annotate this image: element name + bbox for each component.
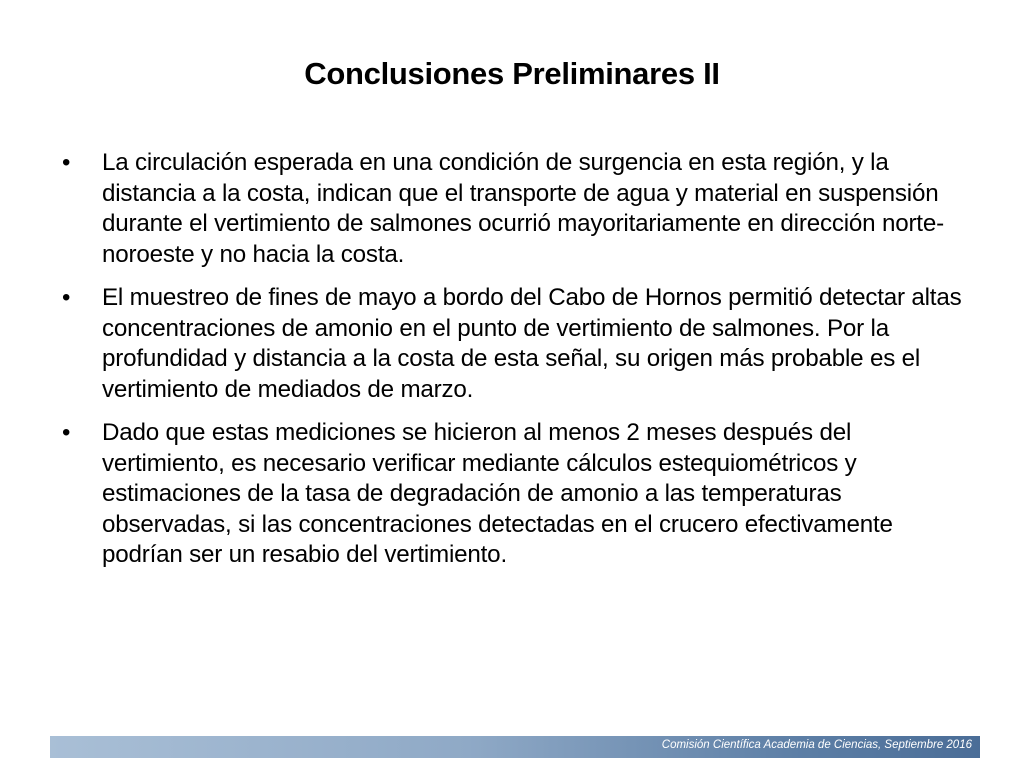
slide-title: Conclusiones Preliminares II [304,56,720,91]
bullet-text: El muestreo de fines de mayo a bordo del Cabo de Hornos permitió detectar altas concentraciones de amonio en el punto de vertimiento de salmones. Por la profundidad y distancia a la costa de esta señal, su origen más probable es el vertimiento de mediados de marzo. [102,284,962,403]
footer-bar [50,736,980,758]
bullet-text: La circulación esperada en una condición de surgencia en esta región, y la distancia a la costa, indican que el transporte de agua y material en suspensión durante el vertimiento de salmones ocurrió mayoritariamente en dirección norte-noroeste y no hacia la costa. [102,149,944,268]
bullet-list [62,148,977,584]
bullet-item [62,418,977,571]
footer-text: Comisión Científica Academia de Ciencias, Septiembre 2016 [661,739,972,751]
bullet-item [62,148,977,270]
bullet-text: Dado que estas mediciones se hicieron al menos 2 meses después del vertimiento, es necesario verificar mediante cálculos estequiométricos y estimaciones de la tasa de degradación de amonio a las temperaturas observadas, si las concentraciones detectadas en el crucero efectivamente podrían ser un resabio del vertimiento. [102,419,893,568]
bullet-item [62,283,977,405]
bullet-icon: • [62,419,71,446]
bullet-icon: • [62,284,71,311]
bullet-icon: • [62,149,71,176]
